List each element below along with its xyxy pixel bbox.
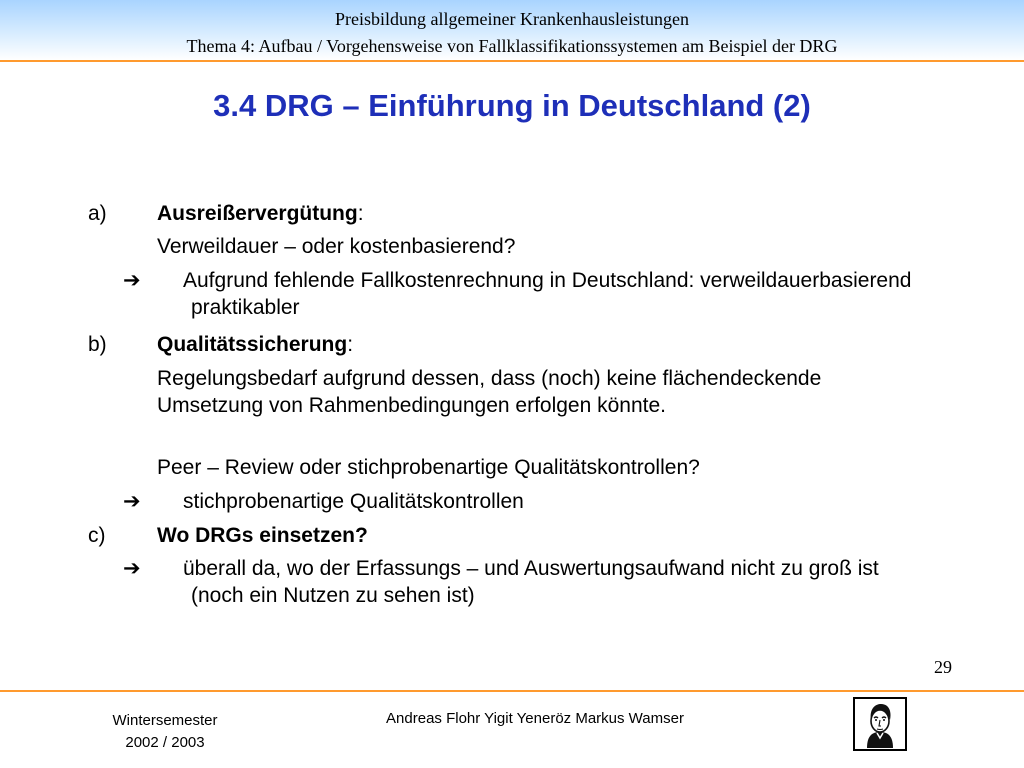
goethe-portrait-icon (853, 697, 907, 751)
footer-semester-line2: 2002 / 2003 (125, 734, 205, 751)
item-b-heading: Qualitätssicherung (157, 333, 348, 356)
slide-header (0, 0, 1024, 60)
page-number: 29 (934, 657, 952, 677)
footer-authors: Andreas Flohr Yigit Yeneröz Markus Wamser (386, 710, 684, 727)
footer-divider (0, 690, 1024, 692)
item-a-letter: a) (88, 202, 107, 225)
footer-semester-line1: Wintersemester (112, 712, 218, 729)
item-b-heading-suffix: : (347, 333, 354, 356)
item-c-letter: c) (88, 524, 106, 547)
arrow-right-icon: ➔ (123, 557, 141, 580)
arrow-right-icon: ➔ (123, 269, 141, 292)
item-a-heading: Ausreißervergütung (157, 202, 358, 225)
item-c-heading: Wo DRGs einsetzen? (157, 524, 368, 547)
header-course-title: Preisbildung allgemeiner Krankenhausleistungen (335, 9, 689, 29)
footer-semester (90, 710, 240, 754)
header-topic: Thema 4: Aufbau / Vorgehensweise von Fallklassifikationssystemen am Beispiel der DRG (186, 36, 838, 56)
header-divider (0, 60, 1024, 62)
item-a-heading-suffix: : (357, 202, 364, 225)
item-b-line1: Regelungsbedarf aufgrund dessen, dass (noch) keine flächendeckende Umsetzung von Rahmenbedingungen erfolgen könnte. (157, 367, 822, 417)
arrow-right-icon: ➔ (123, 490, 141, 513)
item-a-arrow-text: Aufgrund fehlende Fallkostenrechnung in Deutschland: verweildauerbasierend praktikabler (183, 269, 912, 319)
item-c-arrow-text: überall da, wo der Erfassungs – und Auswertungsaufwand nicht zu groß ist (noch ein Nutzen zu sehen ist) (183, 557, 879, 607)
item-b-line2: Peer – Review oder stichprobenartige Qualitätskontrollen? (157, 456, 700, 479)
slide-title: 3.4 DRG – Einführung in Deutschland (2) (213, 88, 811, 123)
item-a-line1: Verweildauer – oder kostenbasierend? (157, 235, 516, 258)
item-b-letter: b) (88, 333, 107, 356)
goethe-portrait-svg (855, 699, 905, 749)
item-b-arrow-text: stichprobenartige Qualitätskontrollen (183, 490, 524, 513)
